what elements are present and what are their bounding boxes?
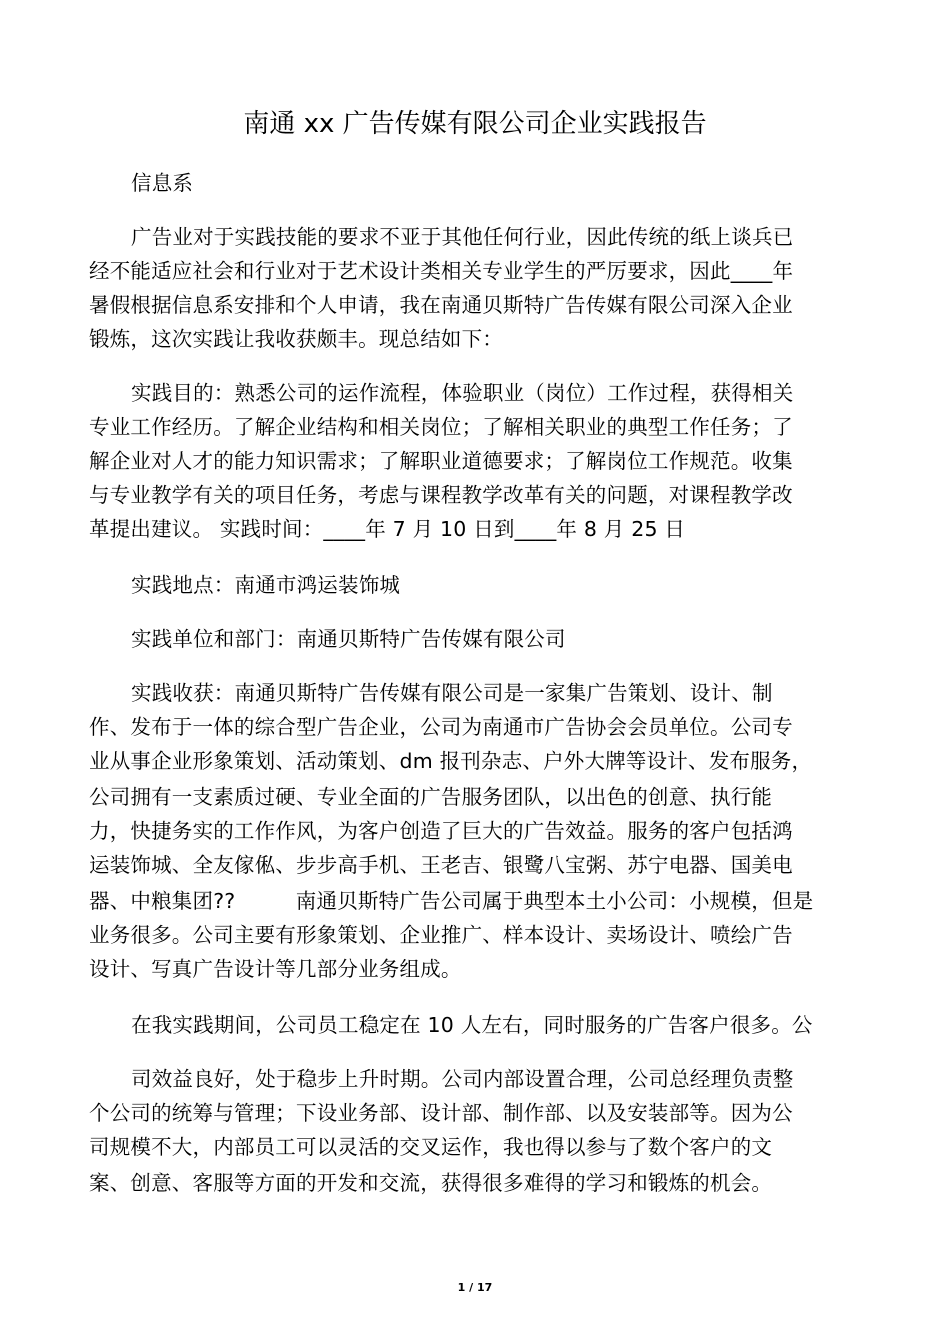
body-line: 暑假根据信息系安排和个人申请，我在南通贝斯特广告传媒有限公司深入企业 [89, 293, 793, 317]
body-line: 器、中粮集团?? 南通贝斯特广告公司属于典型本土小公司：小规模，但是 [89, 889, 814, 913]
body-line: 司效益良好，处于稳步上升时期。公司内部设置合理，公司总经理负责整 [131, 1067, 794, 1091]
body-line: 解企业对人才的能力知识需求；了解职业道德要求；了解岗位工作规范。收集 [89, 449, 793, 473]
body-line: 运装饰城、全友傢俬、步步高手机、王老吉、银鹭八宝粥、苏宁电器、国美电 [89, 853, 793, 877]
body-line: 革提出建议。 实践时间：____年 7 月 10 日到____年 8 月 25 日 [89, 517, 686, 541]
body-line: 经不能适应社会和行业对于艺术设计类相关专业学生的严厉要求，因此____年 [89, 259, 794, 283]
body-line: 实践单位和部门：南通贝斯特广告传媒有限公司 [131, 627, 566, 651]
body-line: 实践地点：南通市鸿运装饰城 [131, 573, 401, 597]
body-line: 司规模不大，内部员工可以灵活的交叉运作，我也得以参与了数个客户的文 [89, 1135, 773, 1159]
body-line: 与专业教学有关的项目任务，考虑与课程教学改革有关的问题，对课程教学改 [89, 483, 793, 507]
body-line: 个公司的统筹与管理；下设业务部、设计部、制作部、以及安装部等。因为公 [89, 1101, 793, 1125]
body-line: 专业工作经历。了解企业结构和相关岗位；了解相关职业的典型工作任务；了 [89, 415, 793, 439]
body-line: 实践目的：熟悉公司的运作流程，体验职业（岗位）工作过程，获得相关 [131, 381, 794, 405]
document-title: 南通 xx 广告传媒有限公司企业实践报告 [243, 109, 707, 139]
body-line: 案、创意、客服等方面的开发和交流，获得很多难得的学习和锻炼的机会。 [89, 1171, 773, 1195]
body-line: 锻炼，这次实践让我收获颇丰。现总结如下： [89, 327, 503, 351]
body-line: 业务很多。公司主要有形象策划、企业推广、样本设计、卖场设计、喷绘广告 [89, 923, 793, 947]
page-indicator: 1 / 17 [457, 1281, 493, 1294]
body-line: 业从事企业形象策划、活动策划、dm 报刊杂志、户外大牌等设计、发布服务， [89, 749, 813, 773]
department-line: 信息系 [131, 171, 194, 195]
body-line: 在我实践期间，公司员工稳定在 10 人左右，同时服务的广告客户很多。公 [131, 1013, 813, 1037]
body-line: 广告业对于实践技能的要求不亚于其他任何行业，因此传统的纸上谈兵已 [131, 225, 794, 249]
body-line: 设计、写真广告设计等几部分业务组成。 [89, 957, 462, 981]
body-line: 力，快捷务实的工作作风，为客户创造了巨大的广告效益。服务的客户包括鸿 [89, 819, 793, 843]
body-line: 作、发布于一体的综合型广告企业，公司为南通市广告协会会员单位。公司专 [89, 715, 793, 739]
body-line: 公司拥有一支素质过硬、专业全面的广告服务团队，以出色的创意、执行能 [89, 785, 773, 809]
body-line: 实践收获：南通贝斯特广告传媒有限公司是一家集广告策划、设计、制 [131, 681, 773, 705]
